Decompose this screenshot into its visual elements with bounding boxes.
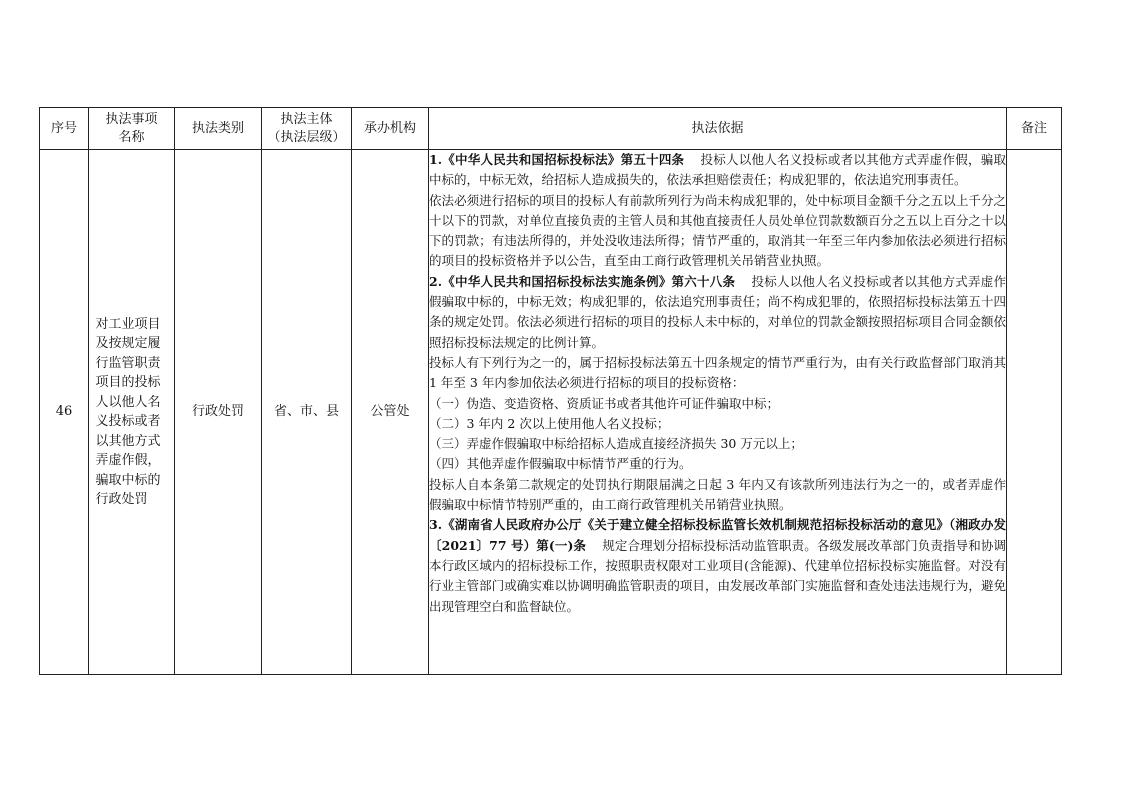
basis-law-1-title: 1.《中华人民共和国招标投标法》第五十四条 [429,152,685,167]
header-item-name [89,108,175,150]
header-agency: 承办机构 [352,108,429,150]
basis-paragraph-7: （三）弄虚作假骗取中标给招标人造成直接经济损失 30 万元以上； [429,436,803,452]
basis-paragraph-6: （二）3 年内 2 次以上使用他人名义投标； [429,415,670,431]
header-subject-line1: 执法主体 [280,111,333,127]
basis-paragraph-10 [429,515,1006,616]
header-subject-line2: （执法层级） [267,129,346,145]
basis-law-3-text: 规定合理划分招标投标活动监管职责。各级发展改革部门负责指导和协调本行政区域内的招标投标工作，按照职责权限对工业项目(含能源)、代建单位招标投标实施监督。对没有行业主管部门或确实难以协调明确监管职责的项目，由发展改革部门实施监督和查处违法违规行为，避免出现管理空白和监督缺位。 [429,537,1006,614]
row-note [1007,150,1062,675]
basis-law-1-text: 投标人以他人名义投标或者以其他方式弄虚作假，骗取中标的，中标无效，给招标人造成损失的，依法承担赔偿责任；构成犯罪的，依法追究刑事责任。 [429,152,1006,188]
header-category: 执法类别 [175,108,262,150]
basis-paragraph-3 [429,272,1006,353]
basis-paragraph-5: （一）伪造、变造资格、资质证书或者其他许可证件骗取中标； [429,395,780,411]
header-basis: 执法依据 [429,108,1007,150]
basis-paragraph-9: 投标人自本条第二款规定的处罚执行期限届满之日起 3 年内又有该款所列违法行为之一的，或者弄虚作假骗取中标情节特别严重的，由工商行政管理机关吊销营业执照。 [429,476,1006,513]
basis-law-2-text: 投标人以他人名义投标或者以其他方式弄虚作假骗取中标的，中标无效；构成犯罪的，依法追究刑事责任；尚不构成犯罪的，依照招标投标法第五十四条的规定处罚。依法必须进行招标的项目的投标人未中标的，对单位的罚款金额按照招标项目合同金额依照招标投标法规定的比例计算。 [429,273,1006,350]
header-item-name-line2: 名称 [118,129,145,145]
header-note: 备注 [1007,108,1062,150]
enforcement-table [39,107,1062,675]
header-row [40,108,1062,150]
basis-paragraph-8: （四）其他弄虚作假骗取中标情节严重的行为。 [429,456,692,472]
row-basis [429,150,1007,675]
row-seq: 46 [40,150,89,675]
row-item-name: 对工业项目及按规定履行监管职责项目的投标人以他人名义投标或者以其他方式弄虚作假，骗取中标的行政处罚 [95,316,161,507]
basis-law-3-title: 3.《湖南省人民政府办公厅《关于建立健全招标投标监管长效机制规范招标投标活动的意见》（湘政办发〔2021〕77 号）第(一)条 [429,517,1006,553]
header-item-name-line1: 执法事项 [105,111,158,127]
header-subject [262,108,352,150]
basis-law-2-title: 2.《中华人民共和国招标投标法实施条例》第六十八条 [429,273,736,289]
basis-paragraph-1 [429,150,1006,191]
table-row [40,150,1062,675]
header-seq: 序号 [40,108,89,150]
basis-paragraph-2: 依法必须进行招标的项目的投标人有前款所列行为尚未构成犯罪的，处中标项目金额千分之五以上千分之十以下的罚款，对单位直接负责的主管人员和其他直接责任人员处单位罚款数额百分之五以上百分之十以下的罚款；有违法所得的，并处没收违法所得；情节严重的，取消其一年至三年内参加依法必须进行招标的项目的投标资格并予以公告，直至由工商行政管理机关吊销营业执照。 [429,192,1006,269]
row-item-name-cell [89,150,175,675]
row-subject: 省、市、县 [262,150,352,675]
row-category: 行政处罚 [175,150,262,675]
basis-paragraph-4: 投标人有下列行为之一的，属于招标投标法第五十四条规定的情节严重行为，由有关行政监督部门取消其 1 年至 3 年内参加依法必须进行招标的项目的投标资格： [429,354,1006,391]
row-agency: 公管处 [352,150,429,675]
